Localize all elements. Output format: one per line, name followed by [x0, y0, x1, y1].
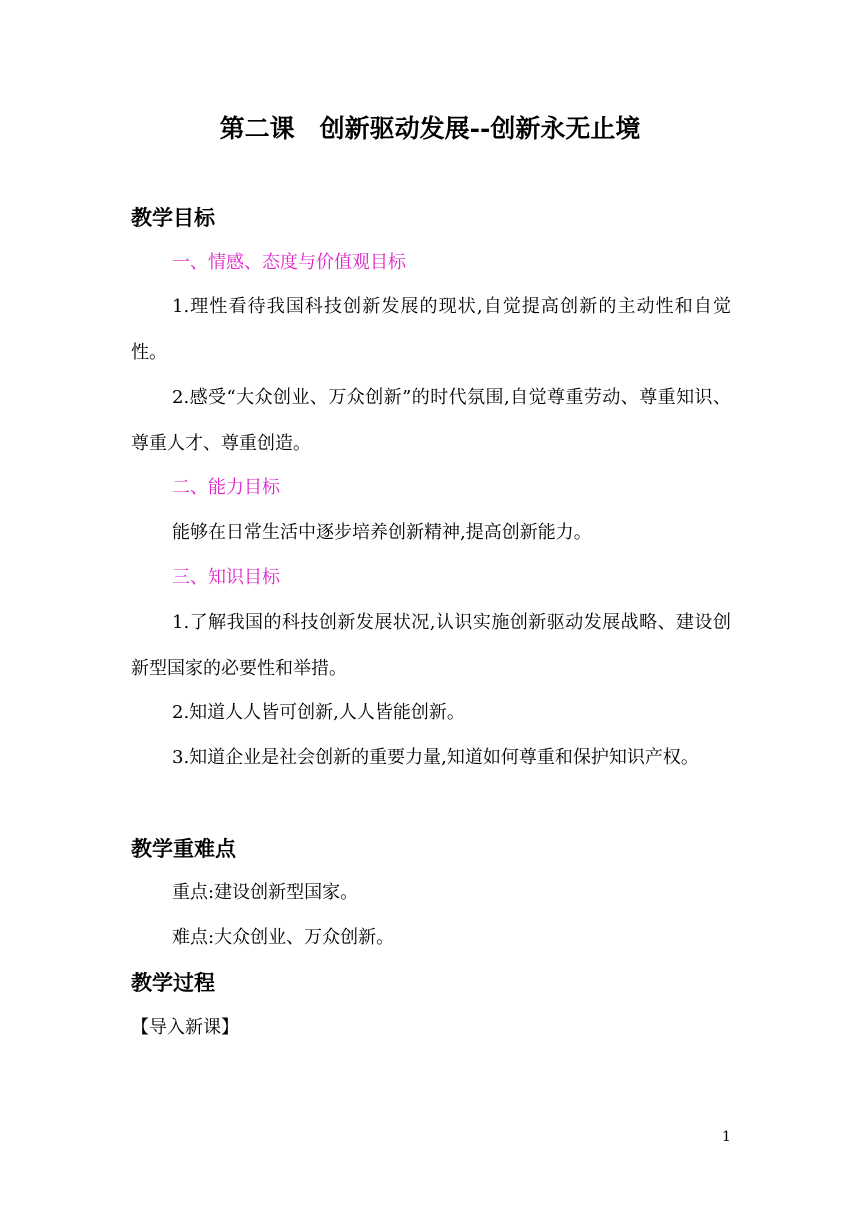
- ability-goal-text: 能够在日常生活中逐步培养创新精神,提高创新能力。: [172, 522, 592, 543]
- section-heading-objectives: 教学目标: [131, 205, 215, 230]
- subheading-knowledge-goals: 三、知识目标: [172, 567, 280, 588]
- intro-new-lesson-label: 【导入新课】: [131, 1017, 239, 1038]
- subheading-ability-goals: 二、能力目标: [172, 477, 280, 498]
- emotion-goal-item-2: 2.感受“大众创业、万众创新”的时代氛围,自觉尊重劳动、尊重知识、尊重人才、尊重创造。: [131, 387, 731, 454]
- emotion-goal-item-1: 1.理性看待我国科技创新发展的现状,自觉提高创新的主动性和自觉性。: [131, 296, 731, 363]
- knowledge-goal-item-2: 2.知道人人皆可创新,人人皆能创新。: [172, 702, 465, 723]
- knowledge-goal-item-1: 1.了解我国的科技创新发展状况,认识实施创新驱动发展战略、建设创新型国家的必要性和举措。: [131, 612, 731, 679]
- key-point-focus: 重点:建设创新型国家。: [172, 882, 359, 903]
- page-number: 1: [722, 1129, 731, 1145]
- section-heading-process: 教学过程: [131, 970, 215, 995]
- knowledge-goal-item-3: 3.知道企业是社会创新的重要力量,知道如何尊重和保护知识产权。: [172, 747, 699, 768]
- subheading-emotion-goals: 一、情感、态度与价值观目标: [172, 252, 406, 273]
- lesson-title: 第二课 创新驱动发展--创新永无止境: [219, 114, 641, 143]
- key-point-difficulty: 难点:大众创业、万众创新。: [172, 927, 395, 948]
- section-heading-key-points: 教学重难点: [131, 836, 236, 861]
